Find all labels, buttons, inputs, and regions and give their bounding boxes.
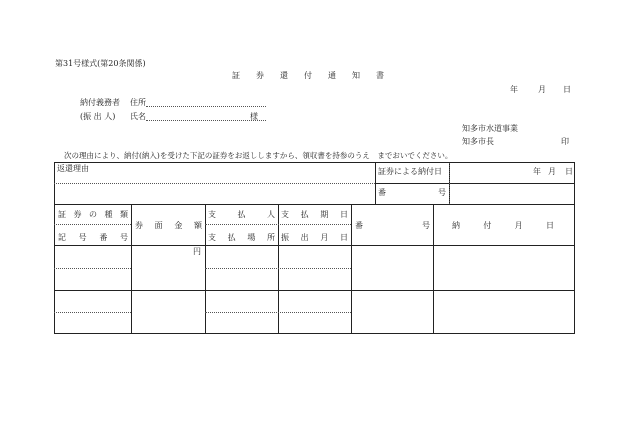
serial-number-label (378, 188, 446, 198)
table-line (351, 204, 352, 334)
header-char: 月 (514, 221, 523, 230)
yen-unit: 円 (193, 247, 201, 256)
header-char: 金 (174, 221, 183, 230)
header-char: 番 (99, 233, 108, 242)
header-char: 支 (208, 233, 216, 242)
table-line (54, 162, 55, 334)
header-char: 号 (438, 188, 446, 197)
header-char: 日 (545, 221, 554, 230)
header-char: 号 (78, 233, 87, 242)
name-line (146, 120, 266, 121)
header-payment-place (208, 233, 275, 243)
name-label: 氏名 (130, 112, 146, 121)
header-char: 番 (378, 188, 386, 197)
header-char: 番 (355, 221, 363, 230)
header-payer (208, 210, 275, 220)
seal-mark: 印 (561, 137, 569, 146)
issuer-head: 知多市長 (462, 137, 494, 146)
table-dotted-line (54, 268, 131, 269)
address-label: 住所 (130, 98, 146, 107)
header-char: 付 (483, 221, 492, 230)
table-line (54, 162, 575, 163)
header-char: 証 (58, 210, 66, 219)
header-certificate-type (58, 210, 128, 220)
form-number: 第31号様式(第20条関係) (55, 59, 146, 68)
table-line (574, 162, 575, 334)
header-char: 場 (247, 233, 256, 242)
payment-year: 年 (533, 167, 541, 176)
table-dotted-line (54, 224, 131, 225)
address-line (146, 106, 266, 107)
header-due-date (281, 210, 348, 220)
table-line (54, 245, 575, 246)
header-char: 号 (119, 233, 128, 242)
header-face-amount (135, 221, 202, 231)
header-char: 払 (227, 233, 236, 242)
header-char: 所 (266, 233, 275, 242)
header-char: 支 (281, 210, 289, 219)
table-dotted-line (54, 183, 375, 184)
header-number (355, 221, 430, 231)
header-char: 振 (281, 233, 289, 242)
header-char: 額 (193, 221, 202, 230)
table-line (54, 333, 575, 334)
header-char: 期 (320, 210, 329, 219)
table-line (54, 204, 575, 205)
header-char: 出 (300, 233, 309, 242)
issuer-org: 知多市水道事業 (462, 124, 518, 133)
header-char: 券 (135, 221, 143, 230)
table-line (375, 183, 575, 184)
header-char: 面 (154, 221, 163, 230)
header-char: 日 (339, 210, 348, 219)
table-dotted-line (54, 312, 131, 313)
header-paid-date (452, 221, 554, 231)
header-char: 人 (267, 210, 275, 219)
payment-date-label: 証券による納付日 (378, 167, 442, 176)
header-char: 記 (58, 233, 66, 242)
table-dotted-line (205, 224, 351, 225)
table-line (433, 204, 434, 334)
reason-label: 返還理由 (57, 164, 89, 173)
header-char: 種 (104, 210, 113, 219)
header-char: 券 (73, 210, 82, 219)
header-char: 支 (208, 210, 216, 219)
header-issue-date (281, 233, 348, 243)
table-dotted-line (205, 312, 351, 313)
header-char: 号 (422, 221, 430, 230)
table-dotted-line (205, 268, 351, 269)
table-line (54, 290, 575, 291)
header-char: 月 (320, 233, 329, 242)
payer-role-label-2: (振 出 人) (80, 112, 116, 121)
payment-month: 月 (548, 167, 556, 176)
header-char: 払 (237, 210, 246, 219)
table-line (131, 204, 132, 334)
table-dotted-line (449, 163, 450, 204)
header-char: 日 (339, 233, 348, 242)
payer-role-label: 納付義務者 (80, 98, 120, 107)
form-title: 証 券 還 付 通 知 書 (232, 71, 388, 80)
header-code-number (58, 233, 128, 243)
header-char: 納 (452, 221, 460, 230)
payment-day: 日 (565, 167, 573, 176)
header-char: 払 (300, 210, 309, 219)
issue-month: 月 (538, 85, 546, 94)
issue-year: 年 (510, 85, 518, 94)
header-char: の (89, 210, 97, 219)
table-line (375, 162, 376, 204)
notice-text: 次の理由により、納付(納入)を受けた下記の証券をお返ししますから、領収書を持参のうえ までおいでください。 (64, 151, 453, 160)
issue-day: 日 (563, 85, 571, 94)
header-char: 類 (120, 210, 128, 219)
honorific: 様 (250, 112, 258, 121)
